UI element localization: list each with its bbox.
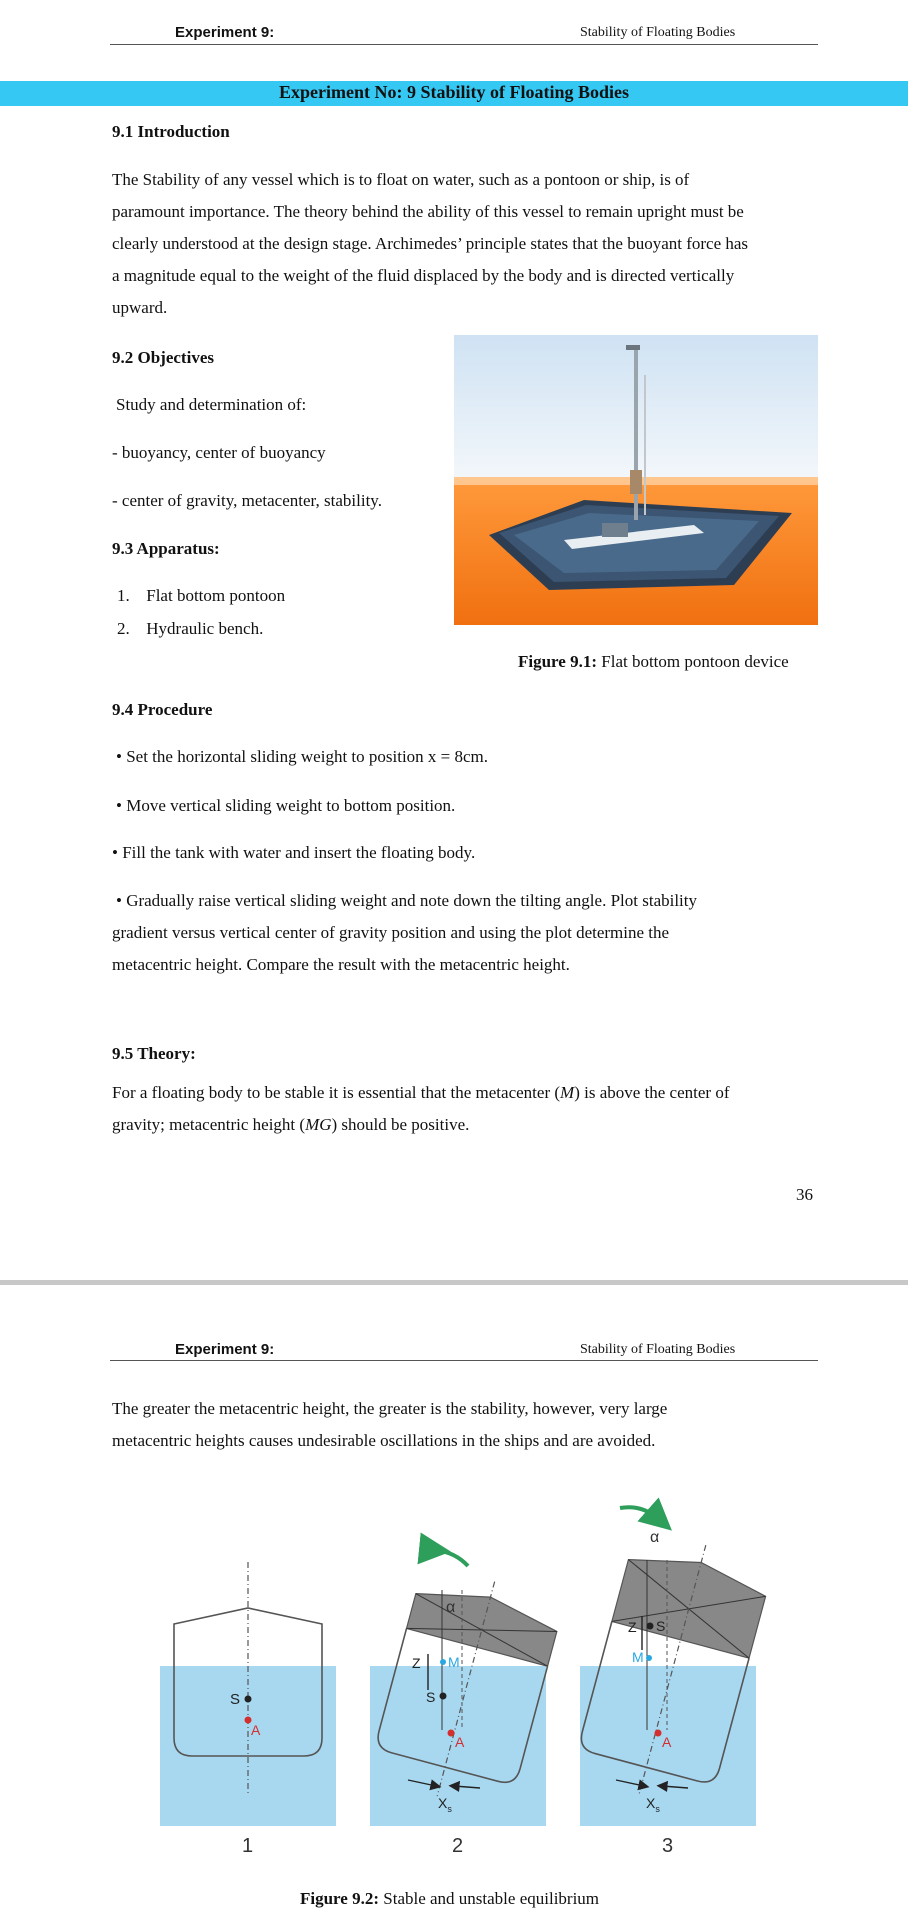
- intro-paragraph: [112, 164, 816, 324]
- panel-2-stable-tilted: [367, 1550, 565, 1857]
- page1-header-left: Experiment 9:: [175, 24, 275, 41]
- metacenter-symbol: M: [560, 1083, 575, 1102]
- rotation-arrow: [620, 1507, 660, 1520]
- objectives-heading: 9.2 Objectives: [112, 348, 214, 367]
- alpha-label: α: [650, 1529, 660, 1546]
- alpha-label: α: [446, 1599, 456, 1616]
- intro-line: upward.: [112, 298, 168, 317]
- page-separator: [0, 1280, 908, 1285]
- center-of-gravity-point: [245, 1696, 252, 1703]
- theory-line: gravity; metacentric height (MG) should be positive.: [112, 1115, 470, 1134]
- figure-9-1-caption: [518, 652, 789, 672]
- center-of-buoyancy-label: A: [251, 1722, 261, 1738]
- page1-header-rule: [110, 44, 818, 45]
- objectives-item: - center of gravity, metacenter, stability.: [112, 491, 382, 510]
- page-number: 36: [796, 1185, 813, 1204]
- theory-heading: 9.5 Theory:: [112, 1044, 196, 1063]
- xs-label: $X_s$: [646, 1795, 660, 1814]
- center-of-buoyancy-point: [655, 1730, 662, 1737]
- metacenter-label: M: [448, 1654, 460, 1670]
- z-label: Z: [412, 1655, 421, 1671]
- intro-line: clearly understood at the design stage. Archimedes’ principle states that the buoyant force has: [112, 234, 749, 253]
- figure-9-1-text: Flat bottom pontoon device: [597, 652, 789, 671]
- metacenter-point: [440, 1659, 446, 1665]
- page2-header-rule: [110, 1360, 818, 1361]
- xs-label: $X_s$: [438, 1795, 452, 1814]
- procedure-heading: 9.4 Procedure: [112, 700, 213, 719]
- procedure-step: • Set the horizontal sliding weight to position x = 8cm.: [116, 747, 489, 766]
- intro-line: a magnitude equal to the weight of the fluid displaced by the body and is directed vertically: [112, 266, 735, 285]
- equilibrium-diagram: [150, 1490, 770, 1880]
- page1-header-right: Stability of Floating Bodies: [580, 25, 736, 40]
- page2-header-right: Stability of Floating Bodies: [580, 1342, 736, 1357]
- pontoon-device-photo: [454, 335, 818, 625]
- page2-header-left: Experiment 9:: [175, 1341, 275, 1358]
- center-of-gravity-label: S: [426, 1689, 436, 1705]
- apparatus-item-number: 2.: [117, 619, 130, 638]
- metacentric-height-symbol: MG: [305, 1115, 332, 1134]
- panel-label: 2: [452, 1835, 464, 1857]
- apparatus-heading: 9.3 Apparatus:: [112, 539, 220, 558]
- experiment-title: Experiment No: 9 Stability of Floating Bodies: [279, 82, 629, 102]
- center-of-gravity-label: S: [656, 1618, 666, 1634]
- panel-label: 1: [242, 1835, 254, 1857]
- apparatus-item: [117, 586, 285, 606]
- figure-9-1-label: Figure 9.1:: [518, 652, 598, 671]
- panel-label: 3: [662, 1835, 674, 1857]
- center-of-gravity-point: [440, 1693, 447, 1700]
- figure-9-2-text: Stable and unstable equilibrium: [379, 1889, 600, 1908]
- panel-1-stable-upright: [160, 1562, 336, 1857]
- procedure-step: • Fill the tank with water and insert the floating body.: [112, 843, 476, 862]
- figure-9-2-label: Figure 9.2:: [300, 1889, 380, 1908]
- rotation-arrow: [435, 1550, 468, 1566]
- z-label: Z: [628, 1619, 637, 1635]
- intro-line: paramount importance. The theory behind the ability of this vessel to remain upright must be: [112, 202, 744, 221]
- metacenter-point: [646, 1655, 652, 1661]
- apparatus-item: [117, 619, 263, 639]
- objectives-item: - buoyancy, center of buoyancy: [112, 443, 326, 462]
- stability-line: metacentric heights causes undesirable oscillations in the ships and are avoided.: [112, 1431, 656, 1450]
- theory-paragraph: [112, 1077, 816, 1141]
- metacenter-label: M: [632, 1649, 644, 1665]
- stability-line: The greater the metacentric height, the greater is the stability, however, very large: [112, 1399, 668, 1418]
- center-of-buoyancy-label: A: [455, 1734, 465, 1750]
- apparatus-item-text: Hydraulic bench.: [146, 619, 264, 638]
- procedure-step-continued: gradient versus vertical center of gravity position and using the plot determine the: [112, 923, 670, 942]
- center-of-gravity-label: S: [230, 1691, 241, 1708]
- center-of-gravity-point: [647, 1623, 654, 1630]
- apparatus-item-text: Flat bottom pontoon: [146, 586, 286, 605]
- panel-3-unstable: [570, 1507, 770, 1857]
- center-of-buoyancy-point: [448, 1730, 455, 1737]
- stability-paragraph: [112, 1393, 816, 1457]
- procedure-step: • Move vertical sliding weight to bottom position.: [116, 796, 456, 815]
- procedure-step: • Gradually raise vertical sliding weight and note down the tilting angle. Plot stability: [116, 891, 698, 910]
- intro-heading: 9.1 Introduction: [112, 122, 230, 141]
- objectives-item: Study and determination of:: [116, 395, 307, 414]
- center-of-buoyancy-label: A: [662, 1734, 672, 1750]
- figure-9-2-caption: [300, 1889, 599, 1909]
- theory-line: For a floating body to be stable it is essential that the metacenter (M) is above the center of: [112, 1083, 730, 1102]
- procedure-step-continued: metacentric height. Compare the result with the metacentric height.: [112, 955, 570, 974]
- apparatus-item-number: 1.: [117, 586, 130, 605]
- intro-line: The Stability of any vessel which is to float on water, such as a pontoon or ship, is of: [112, 170, 690, 189]
